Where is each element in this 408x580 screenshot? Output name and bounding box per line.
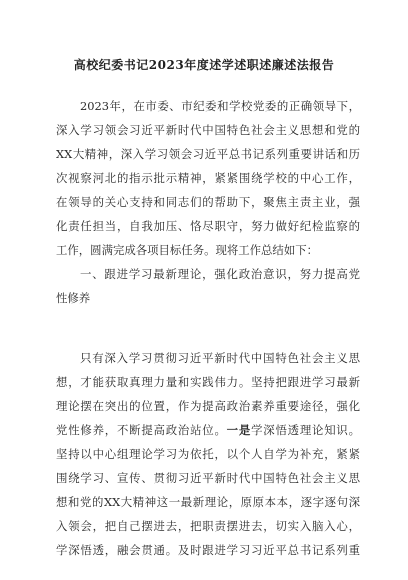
- paragraph-line: 围绕学习、宣传、贯彻习近平新时代中国特色社会主义思: [56, 471, 360, 485]
- intro-paragraph: [56, 94, 360, 262]
- section-heading-line: 性修养: [56, 291, 91, 305]
- paragraph-text: 学深悟透理论知识。: [251, 423, 360, 437]
- section-heading: [56, 262, 360, 310]
- paragraph-line: 化责任担当，自我加压、恪尽职守，努力做好纪检监察的: [56, 219, 360, 233]
- paragraph-line: 只有深入学习贯彻习近平新时代中国特色社会主义思: [80, 351, 360, 365]
- paragraph-line: XX大精神，深入学习领会习近平总书记系列重要讲话和历: [56, 147, 360, 161]
- paragraph-line: 在领导的关心支持和同志们的帮助下，聚焦主责主业，强: [56, 195, 360, 209]
- body-paragraph: [56, 346, 360, 562]
- section-heading-line: 一、跟进学习最新理论，强化政治意识，努力提高党: [80, 267, 360, 281]
- paragraph-line: 2023年，在市委、市纪委和学校党委的正确领导下，: [80, 99, 360, 113]
- paragraph-text: 党性修养，不断提高政治站位。: [56, 423, 227, 437]
- paragraph-line: 坚持以中心组理论学习为依托，以个人自学为补充，紧紧: [56, 447, 360, 461]
- bold-emphasis: 一是: [226, 423, 252, 437]
- paragraph-line: 想，才能获取真理力量和实践伟力。坚持把跟进学习最新: [56, 375, 360, 389]
- paragraph-line: 入领会，把自己摆进去，把职责摆进去，切实入脑入心，: [56, 519, 360, 533]
- document-title: 高校纪委书记2023年度述学述职述廉述法报告: [73, 58, 335, 72]
- paragraph-line: 理论摆在突出的位置，作为提高政治素养重要途径，强化: [56, 399, 360, 413]
- paragraph-line: 工作，圆满完成各项目标任务。现将工作总结如下：: [56, 243, 318, 257]
- paragraph-line: 次视察河北的指示批示精神，紧紧围绕学校的中心工作，: [56, 171, 360, 185]
- paragraph-line: [56, 418, 360, 442]
- paragraph-line: 学深悟透，融会贯通。及时跟进学习习近平总书记系列重: [56, 543, 360, 557]
- paragraph-line: 深入学习领会习近平新时代中国特色社会主义思想和党的: [56, 123, 360, 137]
- paragraph-line: 想和党的XX大精神这一最新理论，原原本本，逐字逐句深: [56, 495, 360, 509]
